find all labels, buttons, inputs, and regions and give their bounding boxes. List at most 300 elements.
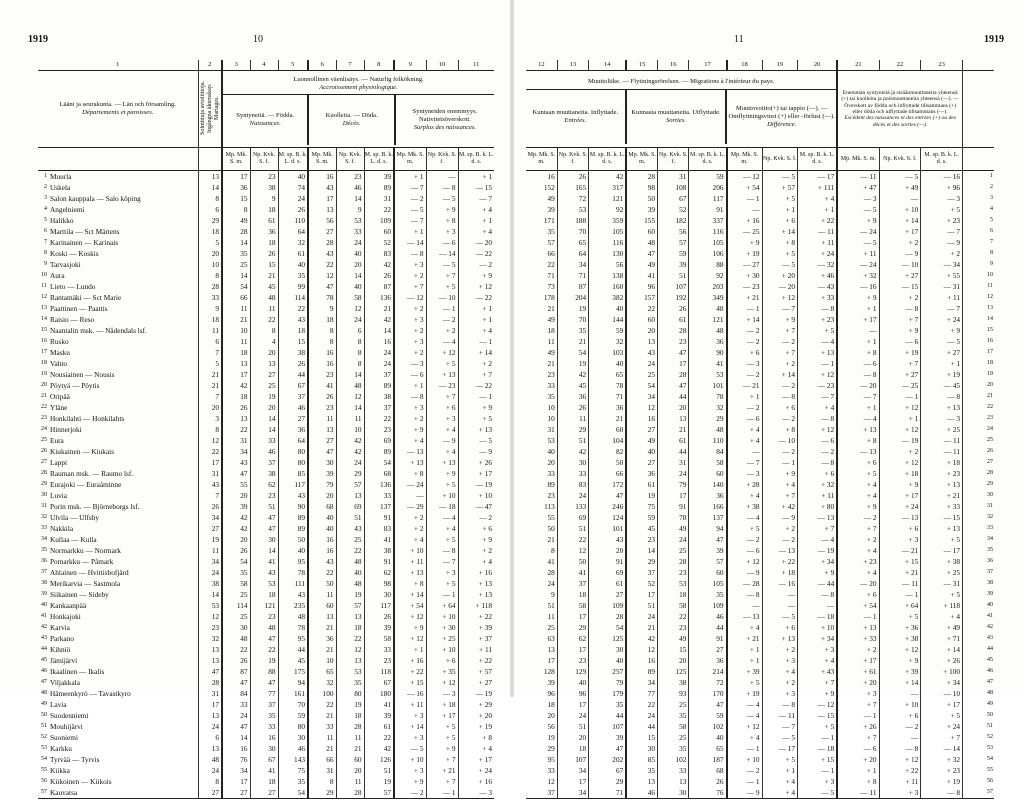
table-cell: 117 [364, 600, 394, 611]
parish-name: Jämijärvi [50, 656, 78, 665]
table-cell: — 1 [458, 391, 494, 402]
table-cell: 18 [250, 237, 278, 248]
parish-name: Kauvatsa [48, 787, 198, 799]
row-number: 6 [44, 228, 47, 234]
parish-name: Honkilahti — Honkilahts [50, 414, 125, 423]
table-cell: + 1 [727, 644, 763, 655]
row-number: 57 [963, 787, 994, 799]
row-number: 39 [963, 589, 994, 600]
row-number: 19 [963, 369, 994, 380]
table-cell: 17 [658, 490, 689, 501]
table-cell: 24 [364, 358, 394, 369]
table-cell: 102 [689, 721, 727, 732]
table-row [38, 732, 494, 743]
table-cell: 8 [336, 347, 364, 358]
parish-name: Viljakkala [50, 678, 80, 687]
table-cell: — 12 [798, 699, 838, 710]
table-cell: 42 [364, 259, 394, 270]
total-header [837, 71, 962, 148]
table-cell: 28 [658, 556, 689, 567]
table-cell: + 14 [879, 677, 921, 688]
row-number: 10 [41, 272, 47, 278]
table-cell: 58 [222, 578, 250, 589]
table-cell: + 13 [837, 424, 879, 435]
colnum: 1 [38, 60, 198, 71]
table-cell: — 34 [921, 259, 963, 270]
table-cell: + 4 [458, 556, 494, 567]
table-cell: 60 [336, 754, 364, 765]
table-cell: — [798, 600, 838, 611]
table-cell: — 5 [837, 204, 879, 215]
unit-label: Mp. Mk. S. m. [394, 148, 426, 171]
table-row [38, 721, 494, 732]
table-cell: 15 [250, 259, 278, 270]
table-cell: — 5 [394, 204, 426, 215]
table-cell: + 3 [879, 787, 921, 799]
table-cell: 9 [336, 204, 364, 215]
table-cell: 59 [658, 248, 689, 259]
net-label: Muuttovoitto(+) tai tappio (—). — Omflyttningsvinst (+) eller -förlust (—). [728, 104, 835, 120]
table-cell: 28 [222, 226, 250, 237]
table-cell: 33 [308, 721, 336, 732]
colnum: 15 [626, 60, 657, 71]
table-cell: + 14 [394, 589, 426, 600]
page-number-right: 11 [734, 34, 744, 45]
table-cell: 29 [557, 622, 588, 633]
unit-label: Np. Kvk. S. f. [762, 148, 798, 171]
table-cell: 26 [689, 776, 727, 787]
table-cell: — 2 [762, 380, 798, 391]
table-cell: + 5 [727, 677, 763, 688]
table-cell: 12 [547, 777, 555, 786]
table-cell: — 2 [458, 259, 494, 270]
table-cell: 27 [250, 369, 278, 380]
table-cell: + 2 [879, 446, 921, 457]
table-cell: 35 [222, 567, 250, 578]
table-cell: 37 [364, 402, 394, 413]
table-cell: — 21 [727, 380, 763, 391]
table-cell: + 3 [762, 688, 798, 699]
table-cell: — 44 [798, 578, 838, 589]
table-cell: 26 [222, 655, 250, 666]
row-number: 46 [963, 666, 994, 677]
table-cell: 32 [689, 402, 727, 413]
row-number: 7 [963, 237, 994, 248]
table-cell: + 25 [921, 567, 963, 578]
table-cell: — 6 [837, 743, 879, 754]
table-cell: + 15 [798, 754, 838, 765]
table-cell: + 3 [394, 732, 426, 743]
table-cell: 27 [222, 787, 250, 799]
table-cell: + 7 [798, 523, 838, 534]
table-cell: 13 [658, 413, 689, 424]
table-cell: 11 [547, 612, 555, 621]
table-cell: + 32 [837, 270, 879, 281]
table-cell: 204 [557, 292, 588, 303]
table-cell: + 9 [458, 534, 494, 545]
table-cell: 85 [626, 754, 657, 765]
table-cell: 180 [364, 688, 394, 699]
row-number: 16 [963, 336, 994, 347]
table-cell: 41 [250, 765, 278, 776]
table-cell: 61 [278, 248, 308, 259]
table-cell: — 7 [762, 721, 798, 732]
table-row [526, 721, 994, 732]
table-cell: + 13 [426, 369, 458, 380]
table-cell: 22 [557, 534, 588, 545]
table-cell: — 2 [727, 369, 763, 380]
table-row [38, 556, 494, 567]
table-cell: 42 [222, 380, 250, 391]
table-cell: 100 [308, 688, 336, 699]
row-number: 57 [38, 787, 48, 799]
table-cell: — 19 [458, 479, 494, 490]
table-cell: 37 [364, 369, 394, 380]
table-cell: + 8 [837, 347, 879, 358]
table-cell: + 1 [458, 303, 494, 314]
colnum: 10 [426, 60, 458, 71]
row-number: 53 [41, 745, 47, 751]
table-row [526, 622, 994, 633]
table-cell: 29 [589, 776, 627, 787]
table-cell: 58 [364, 633, 394, 644]
table-cell: 89 [278, 523, 308, 534]
table-cell: 214 [689, 666, 727, 677]
table-cell: 58 [658, 721, 689, 732]
table-cell: 35 [547, 392, 555, 401]
table-cell: — 6 [837, 358, 879, 369]
table-cell: 359 [589, 215, 627, 226]
table-row [38, 171, 494, 183]
table-cell: + 3 [837, 688, 879, 699]
table-cell: 34 [557, 787, 588, 799]
table-cell: + 12 [727, 556, 763, 567]
table-cell: + 9 [727, 237, 763, 248]
table-cell: 18 [250, 204, 278, 215]
table-cell: 107 [557, 754, 588, 765]
table-cell: 21 [222, 314, 250, 325]
row-number: 39 [41, 591, 47, 597]
table-cell: 12 [557, 545, 588, 556]
table-cell: 20 [547, 711, 555, 720]
table-row [526, 281, 994, 292]
table-cell: 42 [364, 314, 394, 325]
table-cell: 129 [557, 666, 588, 677]
table-cell: + 4 [458, 204, 494, 215]
table-cell: 11 [336, 732, 364, 743]
table-row [526, 534, 994, 545]
table-cell: + 19 [879, 347, 921, 358]
table-cell: 13 [336, 611, 364, 622]
table-cell: 93 [658, 688, 689, 699]
row-number: 15 [41, 327, 47, 333]
row-number: 32 [963, 512, 994, 523]
table-cell: 49 [626, 259, 657, 270]
table-cell: 14 [250, 413, 278, 424]
row-number: 27 [41, 459, 47, 465]
row-number: 48 [963, 688, 994, 699]
row-number: 29 [963, 479, 994, 490]
unit-label: Np. Kvk. S. f. [250, 148, 278, 171]
table-cell: + 4 [837, 545, 879, 556]
row-number: 28 [963, 468, 994, 479]
table-cell: 23 [308, 369, 336, 380]
table-cell: 20 [222, 490, 250, 501]
table-cell: — 7 [394, 215, 426, 226]
table-cell: + 3 [394, 336, 426, 347]
table-cell: + 22 [458, 611, 494, 622]
table-cell: 43 [308, 182, 336, 193]
table-cell: 38 [250, 182, 278, 193]
table-cell: + 10 [727, 754, 763, 765]
table-cell: 51 [250, 501, 278, 512]
table-cell: + 14 [921, 644, 963, 655]
table-cell: 11 [308, 732, 336, 743]
parish-name: Yläne [50, 403, 68, 412]
table-cell: 14 [250, 545, 278, 556]
table-cell: + 23 [921, 765, 963, 776]
table-cell: 54 [364, 457, 394, 468]
table-cell: 30 [250, 534, 278, 545]
table-row [526, 688, 994, 699]
table-cell: 79 [308, 479, 336, 490]
table-cell: — 5 [798, 787, 838, 799]
parish-name: Salon kauppala — Salo köping [50, 194, 141, 203]
parish-name: Halikko [50, 216, 74, 225]
table-cell: 30 [250, 743, 278, 754]
table-cell: + 21 [727, 292, 763, 303]
table-cell: 30 [278, 732, 308, 743]
table-cell: 57 [547, 238, 555, 247]
table-row [526, 369, 994, 380]
table-cell: + 15 [394, 677, 426, 688]
table-row [526, 391, 994, 402]
table-row [38, 490, 494, 501]
table-cell: + 12 [458, 281, 494, 292]
table-cell: 58 [658, 600, 689, 611]
parish-name: Kiikoinen — Kiikois [50, 777, 112, 786]
table-cell: — 18 [798, 611, 838, 622]
table-cell: 27 [626, 424, 657, 435]
table-cell: 37 [250, 457, 278, 468]
table-cell: 13 [308, 424, 336, 435]
table-cell: 82 [589, 446, 627, 457]
row-number: 11 [41, 283, 47, 289]
table-cell: 78 [658, 512, 689, 523]
table-cell: 5 [198, 358, 222, 369]
table-cell: — 11 [921, 446, 963, 457]
table-cell: 118 [364, 666, 394, 677]
row-number: 49 [41, 701, 47, 707]
table-cell: + 4 [458, 226, 494, 237]
table-cell: + 4 [394, 534, 426, 545]
row-number: 46 [41, 668, 47, 674]
table-cell: 54 [589, 622, 627, 633]
table-cell: — 8 [426, 182, 458, 193]
table-cell: — 4 [798, 534, 838, 545]
table-cell: 9 [250, 193, 278, 204]
table-cell: 202 [589, 754, 627, 765]
table-cell: 22 [278, 303, 308, 314]
table-cell: — 17 [921, 545, 963, 556]
table-cell: 83 [364, 248, 394, 259]
table-cell: 24 [626, 710, 657, 721]
parish-name: Nakkila [50, 524, 74, 533]
table-cell: 44 [278, 369, 308, 380]
births-fr: Naissances. [249, 119, 281, 127]
row-number: 52 [41, 734, 47, 740]
births-label: Syntyneitä. — Födda. [236, 111, 295, 119]
table-row [526, 358, 994, 369]
table-cell: 4 [250, 336, 278, 347]
parish-name: Karvia [50, 623, 70, 632]
table-cell: + 61 [837, 666, 879, 677]
table-cell: — 1 [879, 589, 921, 600]
table-cell: 22 [250, 314, 278, 325]
table-cell: 48 [278, 611, 308, 622]
table-row [526, 303, 994, 314]
table-cell: + 33 [837, 633, 879, 644]
table-cell: + 9 [394, 622, 426, 633]
table-cell: 50 [308, 578, 336, 589]
table-cell: 48 [626, 237, 657, 248]
table-cell: + 2 [458, 358, 494, 369]
table-cell: 48 [250, 292, 278, 303]
table-cell: + 8 [837, 435, 879, 446]
table-cell: + 71 [921, 633, 963, 644]
table-cell: + 1 [762, 204, 798, 215]
row-number: 18 [41, 360, 47, 366]
table-cell: 28 [589, 611, 627, 622]
table-cell: — 7 [394, 182, 426, 193]
table-cell: + 3 [394, 259, 426, 270]
table-row [526, 578, 994, 589]
table-cell: 34 [626, 677, 657, 688]
table-cell: 29 [308, 787, 336, 799]
table-cell: + 6 [837, 589, 879, 600]
table-cell: 25 [222, 259, 250, 270]
table-cell: + 5 [762, 754, 798, 765]
table-cell: 58 [557, 600, 588, 611]
table-cell: + 57 [762, 182, 798, 193]
table-cell: 20 [626, 325, 657, 336]
table-row [526, 402, 994, 413]
table-cell: + 17 [879, 226, 921, 237]
table-cell: + 1 [394, 226, 426, 237]
table-cell: + 4 [426, 523, 458, 534]
table-cell: + 8 [762, 237, 798, 248]
table-cell: 30 [626, 743, 657, 754]
table-cell: 39 [364, 710, 394, 721]
table-cell: 18 [278, 325, 308, 336]
table-cell: 35 [222, 248, 250, 259]
colnum: 12 [526, 60, 557, 71]
table-cell: + 3 [394, 710, 426, 721]
table-row [38, 765, 494, 776]
parish-name: Lavia [50, 700, 67, 709]
table-row [526, 413, 994, 424]
table-cell: 67 [250, 754, 278, 765]
table-cell: 36 [278, 424, 308, 435]
table-cell: 9 [198, 303, 222, 314]
table-cell: 14 [222, 732, 250, 743]
table-cell: + 27 [879, 270, 921, 281]
table-cell: 11 [308, 589, 336, 600]
table-cell: 21 [250, 270, 278, 281]
table-cell: + 9 [798, 567, 838, 578]
table-row [526, 314, 994, 325]
row-number: 24 [41, 426, 47, 432]
table-cell: 43 [250, 567, 278, 578]
table-cell: 8 [250, 325, 278, 336]
table-row [526, 666, 994, 677]
table-cell: — 19 [879, 435, 921, 446]
table-cell: 67 [278, 380, 308, 391]
table-cell: 24 [336, 457, 364, 468]
table-cell: 36 [250, 226, 278, 237]
table-cell: 33 [547, 381, 555, 390]
parish-name: Hinnerjoki [50, 425, 82, 434]
table-cell: + 8 [426, 215, 458, 226]
table-cell: 23 [626, 534, 657, 545]
table-cell: 106 [689, 248, 727, 259]
colnum: 6 [308, 60, 336, 71]
table-cell: 6 [198, 204, 222, 215]
table-cell: 21 [626, 622, 657, 633]
table-cell: 27 [589, 589, 627, 600]
table-cell: 89 [364, 380, 394, 391]
table-cell: 15 [278, 336, 308, 347]
table-cell: — 5 [879, 171, 921, 183]
deaths-fr: Décès. [342, 119, 361, 127]
year-right: 1919 [984, 34, 1004, 45]
table-cell: 22 [336, 633, 364, 644]
table-cell: 65 [557, 237, 588, 248]
table-cell: + 1 [394, 171, 426, 183]
table-row [38, 369, 494, 380]
table-cell: 22 [222, 644, 250, 655]
table-row [38, 468, 494, 479]
table-row [38, 237, 494, 248]
table-cell: 53 [547, 436, 555, 445]
table-cell: — 1 [727, 193, 763, 204]
table-cell: 43 [308, 248, 336, 259]
table-cell: — 29 [394, 501, 426, 512]
table-cell: 36 [689, 490, 727, 501]
table-cell: 36 [557, 391, 588, 402]
table-cell: + 4 [727, 732, 763, 743]
table-cell: + 37 [458, 633, 494, 644]
table-cell: 66 [308, 754, 336, 765]
table-row [38, 204, 494, 215]
table-cell: 37 [557, 578, 588, 589]
table-cell: 24 [557, 710, 588, 721]
unit-label: Np. Kvk. S. f. [879, 148, 921, 171]
table-cell: + 4 [837, 479, 879, 490]
table-cell: 61 [658, 435, 689, 446]
table-row [526, 523, 994, 534]
table-cell: 22 [250, 644, 278, 655]
table-cell: + 33 [798, 292, 838, 303]
table-cell: 42 [222, 523, 250, 534]
table-cell: + 5 [798, 721, 838, 732]
table-cell: — 22 [458, 292, 494, 303]
table-cell: 65 [308, 666, 336, 677]
table-cell: 89 [364, 446, 394, 457]
table-cell: 20 [547, 458, 555, 467]
table-cell: 29 [557, 424, 588, 435]
table-cell: 18 [250, 776, 278, 787]
